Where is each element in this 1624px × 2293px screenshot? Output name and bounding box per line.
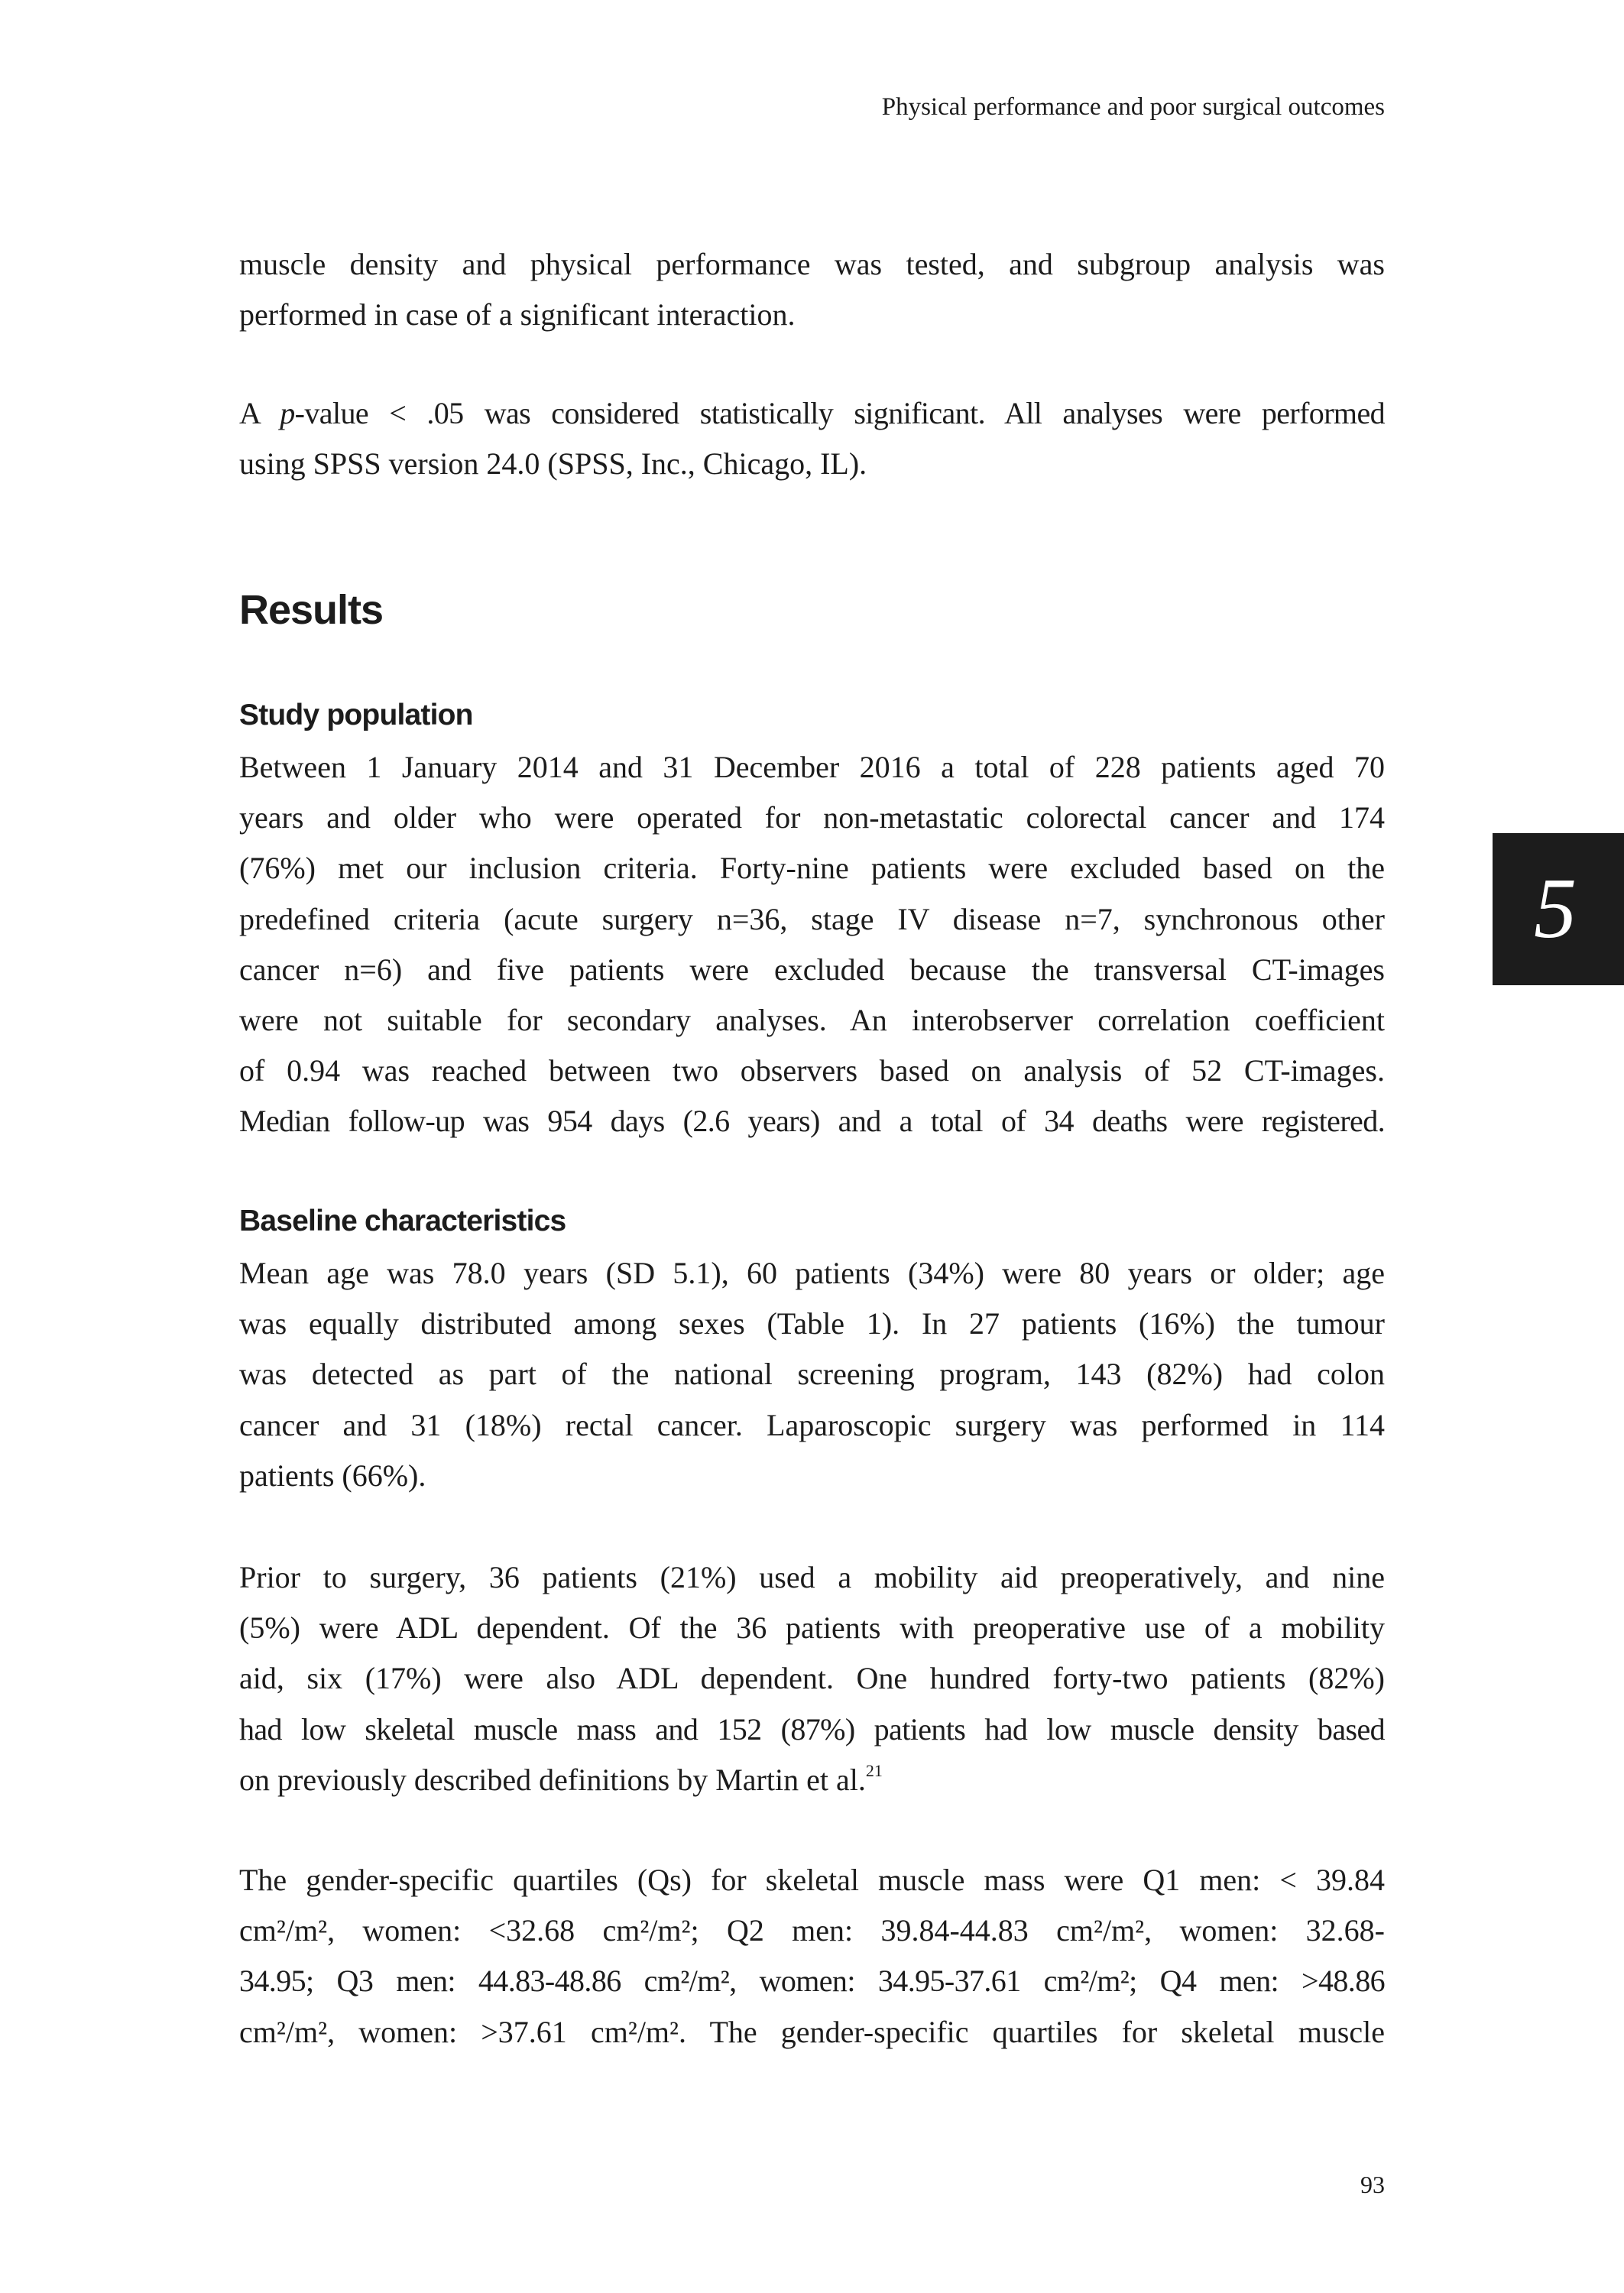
text-line: cancer and 31 (18%) rectal cancer. Laparoscopic surgery was performed in 114 [239, 1407, 1385, 1442]
paragraph-methods-end [239, 239, 1385, 340]
paragraph-mobility [239, 1552, 1385, 1805]
text-span: -value < .05 was considered statistically significant. All analyses were performed [294, 396, 1385, 430]
text-line: muscle density and physical performance was tested, and subgroup analysis was [239, 247, 1385, 281]
paragraph-significance [239, 388, 1385, 489]
text-line [239, 1755, 1385, 1805]
text-line: Mean age was 78.0 years (SD 5.1), 60 patients (34%) were 80 years or older; age [239, 1256, 1385, 1290]
text-line: (5%) were ADL dependent. Of the 36 patients with preoperative use of a mobility [239, 1610, 1385, 1646]
text-line: predefined criteria (acute surgery n=36, stage IV disease n=7, synchronous other [239, 901, 1385, 936]
paragraph-study-population [239, 742, 1385, 1147]
text-line: (76%) met our inclusion criteria. Forty-nine patients were excluded based on the [239, 851, 1385, 886]
text-line: was detected as part of the national screening program, 143 (82%) had colon [239, 1357, 1385, 1392]
text-line: The gender-specific quartiles (Qs) for skeletal muscle mass were Q1 men: < 39.84 [239, 1863, 1385, 1897]
text-line: Median follow-up was 954 days (2.6 years) and a total of 34 deaths were registered. [239, 1104, 1385, 1139]
chapter-tab [1493, 833, 1624, 985]
text-line [239, 388, 1385, 439]
text-line: were not suitable for secondary analyses. An interobserver correlation coefficient [239, 1002, 1385, 1037]
text-line: cm²/m², women: >37.61 cm²/m². The gender-specific quartiles for skeletal muscle [239, 2014, 1385, 2049]
text-line: Between 1 January 2014 and 31 December 2016 a total of 228 patients aged 70 [239, 750, 1385, 784]
paragraph-baseline [239, 1248, 1385, 1501]
text-line: Prior to surgery, 36 patients (21%) used a mobility aid preoperatively, and nine [239, 1560, 1385, 1594]
text-line: 34.95; Q3 men: 44.83-48.86 cm²/m², women: 34.95-37.61 cm²/m²; Q4 men: >48.86 [239, 1964, 1385, 1999]
text-line: using SPSS version 24.0 (SPSS, Inc., Chicago, IL). [239, 446, 867, 482]
text-line: cancer n=6) and five patients were excluded because the transversal CT-images [239, 952, 1385, 987]
text-line: cm²/m², women: <32.68 cm²/m²; Q2 men: 39.84-44.83 cm²/m², women: 32.68- [239, 1913, 1385, 1948]
text-span: A [239, 396, 280, 430]
reference-superscript: 21 [865, 1760, 883, 1780]
text-line: of 0.94 was reached between two observers based on analysis of 52 CT-images. [239, 1053, 1385, 1088]
baseline-heading: Baseline characteristics [239, 1205, 566, 1237]
text-line: had low skeletal muscle mass and 152 (87%) patients had low muscle density based [239, 1711, 1385, 1747]
text-line: was equally distributed among sexes (Table 1). In 27 patients (16%) the tumour [239, 1306, 1385, 1341]
page-number: 93 [1360, 2171, 1385, 2198]
paragraph-quartiles [239, 1855, 1385, 2058]
text-line: aid, six (17%) were also ADL dependent. One hundred forty-two patients (82%) [239, 1661, 1385, 1696]
study-population-heading: Study population [239, 699, 473, 731]
text-line: years and older who were operated for non-metastatic colorectal cancer and 174 [239, 800, 1385, 835]
text-span: on previously described definitions by Martin et al. [239, 1762, 866, 1797]
text-line: patients (66%). [239, 1458, 426, 1493]
text-line: performed in case of a significant interaction. [239, 297, 796, 332]
running-header: Physical performance and poor surgical outcomes [881, 93, 1385, 121]
chapter-number: 5 [1534, 861, 1577, 956]
italic-p: p [280, 396, 295, 430]
results-heading: Results [239, 587, 384, 633]
